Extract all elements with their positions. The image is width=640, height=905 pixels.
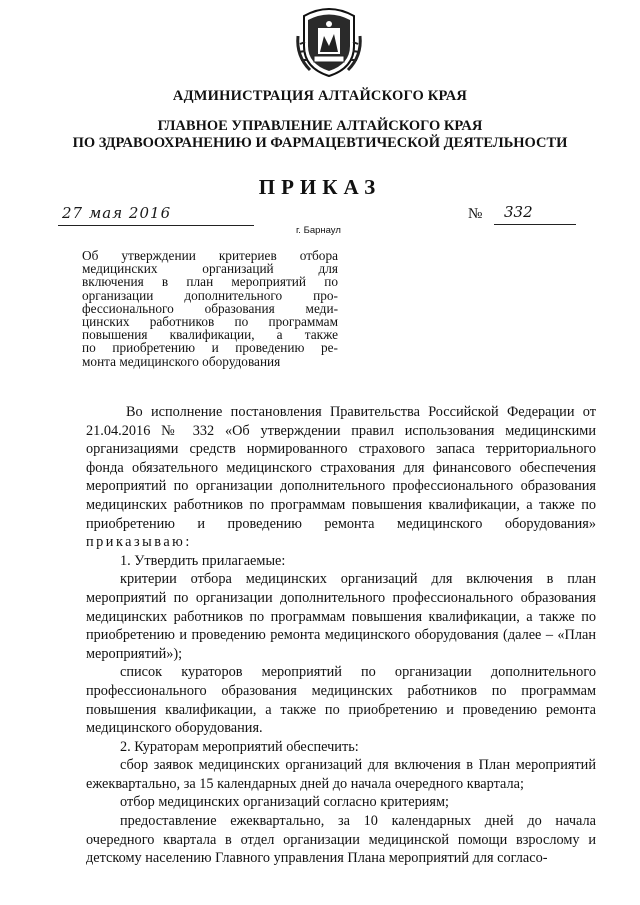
subject-line: повышения квалификации, а также — [82, 327, 338, 343]
order-subject — [82, 249, 338, 368]
item-1-curators-list: список кураторов мероприятий по организации дополнительного профессионального образования медицинских работников по программам повышения квалификации, а также по приобретению и проведению ремонта медицинского оборудования. — [86, 664, 596, 737]
item-2-collection: сбор заявок медицинских организаций для включения в План мероприятий ежеквартально, за 15 календарных дней до начала очередного квартала; — [86, 757, 596, 792]
department-line-2: ПО ЗДРАВООХРАНЕНИЮ И ФАРМАЦЕВТИЧЕСКОЙ ДЕЯТЕЛЬНОСТИ — [72, 135, 568, 151]
intro-text: Во исполнение постановления Правительства Российской Федерации от 21.04.2016 № 332 «Об утверждении правил использования медицинскими организациями средств нормированного страхового запаса территориального фонда обязательного медицинского страхования для финансового обеспечения мероприятий по организации дополнительного профессионального образования медицинских работников по программам повышения квалификации, а также по приобретению и проведению ремонта медицинского оборудования» — [86, 404, 596, 532]
department-title — [0, 118, 640, 152]
item-1: 1. Утвердить прилагаемые: — [120, 552, 286, 569]
city-label: г. Барнаул — [296, 225, 341, 236]
subject-line: фессионального образования меди- — [82, 300, 338, 316]
order-body — [86, 403, 596, 868]
subject-line: организации дополнительного про- — [82, 287, 338, 303]
order-word: приказываю: — [86, 534, 192, 551]
item-1-criteria: критерии отбора медицинских организаций для включения в план мероприятий по организации дополнительного профессионального образования медицинских работников по программам повышения квалификации, а также по приобретению и проведению ремонта медицинского оборудования (далее – «План мероприятий»); — [86, 571, 596, 662]
subject-line: Об утверждении критериев отбора — [82, 248, 338, 263]
subject-line: включения в план мероприятий по — [82, 274, 338, 290]
number-label: № — [468, 206, 483, 222]
subject-line: цинских работников по программам — [82, 314, 338, 330]
intro-paragraph — [86, 403, 596, 552]
department-line-1: ГЛАВНОЕ УПРАВЛЕНИЕ АЛТАЙСКОГО КРАЯ — [157, 118, 483, 134]
item-2-selection: отбор медицинских организаций согласно критериям; — [120, 794, 449, 811]
coat-of-arms-emblem — [294, 6, 364, 80]
subject-line: по приобретению и проведению ре- — [82, 340, 338, 356]
subject-line: монта медицинского оборудования — [82, 353, 281, 369]
administration-title: АДМИНИСТРАЦИЯ АЛТАЙСКОГО КРАЯ — [172, 88, 468, 104]
item-2-submission: предоставление ежеквартально, за 10 календарных дней до начала очередного квартала в отдел организации медицинской помощи взрослому и детскому населению Главного управления Плана мероприятий для согласо- — [86, 813, 596, 867]
item-2: 2. Кураторам мероприятий обеспечить: — [120, 738, 359, 755]
handwritten-date: 27 мая 2016 — [62, 204, 172, 222]
handwritten-number: 332 — [504, 203, 533, 221]
subject-line: медицинских организаций для — [82, 261, 338, 277]
document-type-title: ПРИКАЗ — [258, 175, 382, 199]
